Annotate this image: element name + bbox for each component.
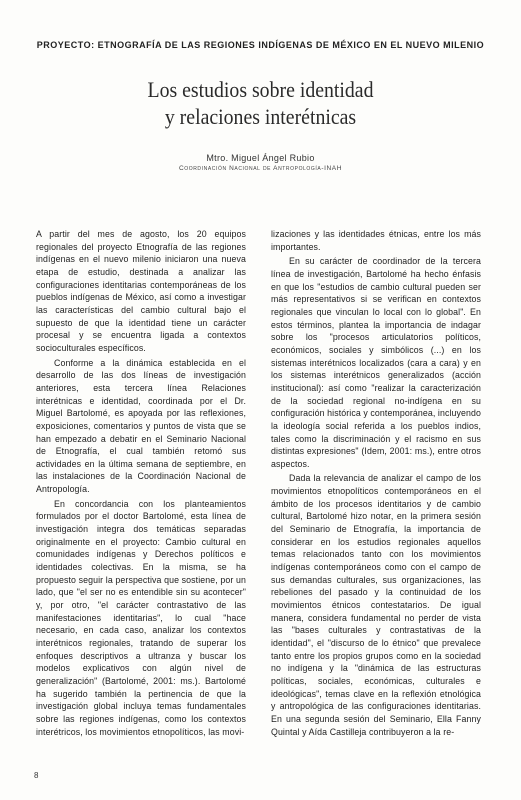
body-column-left [36, 228, 246, 740]
paragraph: En concordancia con los planteamientos formulados por el doctor Bartolomé, esta línea de investigación integra dos temáticas separadas originalmente en el proyecto: Cambio cultural en comunidades indígenas y Derechos políticos e identidades colectivas. En la misma, se ha propuesto seguir la perspectiva que sostiene, por un lado, que "el ser no es entendible sin su acontecer" y, por otro, "el carácter contrastativo de las manifestaciones identitarias", lo cual "hace necesario, en cada caso, analizar los contextos interétnicos regionales, tratando de superar los enfoques descriptivos a ultranza y buscar los modelos explicativos con algún nivel de generalización" (Bartolomé, 2001: ms.). Bartolomé ha sugerido también la pertinencia de que la investigación global incluya temas fundamentales sobre las regiones indígenas, como los contextos interétricos, los movimientos etnopolíticos, las movi- [36, 498, 246, 737]
paragraph: lizaciones y las identidades étnicas, entre los más importantes. [271, 229, 481, 252]
project-header: PROYECTO: ETNOGRAFÍA DE LAS REGIONES INDÍGENAS DE MÉXICO EN EL NUEVO MILENIO [36, 40, 485, 50]
article-title [26, 76, 495, 130]
paragraph: Conforme a la dinámica establecida en el desarrollo de las dos líneas de investigación anteriores, esta tercera línea Relaciones interétnicas e identidad, coordinada por el Dr. Miguel Bartolomé, es apoyada por las reflexiones, exposiciones, comentarios y puntos de vista que se han empezado a debatir en el Seminario Nacional de Etnografía, el cual también retomó sus actividades en la última semana de septiembre, en las instalaciones de la Coordinación Nacional de Antropología. [36, 357, 246, 495]
paragraph: En su carácter de coordinador de la tercera línea de investigación, Bartolomé ha hecho énfasis en que los "estudios de cambio cultural pueden ser más representativos si se verifican en contextos regionales que vinculan lo local con lo global". En estos términos, plantea la importancia de indagar sobre los "procesos articulatorios políticos, económicos, sociales y simbólicos (...) en los sistemas interétnicos localizados (cara a cara) y en los sistemas interétnicos generalizados (acción institucional): así como "realizar la caracterización de la sociedad regional no-indígena en su configuración histórica y contemporánea, incluyendo la ideología social referida a los pueblos indios, tales como la discriminación y el racismo en sus distintas expresiones" (Idem, 2001: ms.), entre otros aspectos. [271, 256, 481, 469]
page-number: 8 [34, 771, 39, 780]
article-title-line-1: Los estudios sobre identidad [147, 77, 374, 102]
author-affiliation: Coordinación Nacional de Antropología-INAH [178, 165, 343, 172]
paragraph: A partir del mes de agosto, los 20 equipos regionales del proyecto Etnografía de las regiones indígenas en el nuevo milenio iniciaron una nueva etapa de estudio, destinada a analizar las configuraciones identitarias contemporáneas de los pueblos indígenas de México, así como a investigar las características del cambio cultural bajo el supuesto de que la identidad tiene un carácter procesal y se encuentra ligada a contextos socioculturales específicos. [36, 229, 246, 353]
article-title-line-2: y relaciones interétnicas [164, 104, 357, 129]
body-column-right [271, 228, 481, 740]
paragraph: Dada la relevancia de analizar el campo de los movimientos etnopolíticos contemporáneos en el ámbito de los procesos identitarios y de cambio cultural, Bartolomé hizo notar, en la primera sesión del Seminario de Etnografía, la importancia de considerar en los estudios regionales aquellos temas relacionados tanto con los movimientos indígenas contemporáneos como con el campo de sus demandas culturales, sus organizaciones, las rebeliones del pasado y la continuidad de los movimientos étnicos contestatarios. De igual manera, considera fundamental no perder de vista las "bases culturales y contrastativas de la identidad", el "discurso de lo étnico" que prevalece tanto entre los propios grupos como en la sociedad no indígena y la "dinámica de las estructuras políticas, sociales, económicas, culturales e ideológicas", temas clave en la reflexión etnológica y antropológica de las configuraciones identitarias. En una segunda sesión del Seminario, Ella Fanny Quintal y Aída Castilleja contribuyeron a la re- [271, 473, 481, 737]
author-name: Mtro. Miguel Ángel Rubio [206, 153, 315, 163]
